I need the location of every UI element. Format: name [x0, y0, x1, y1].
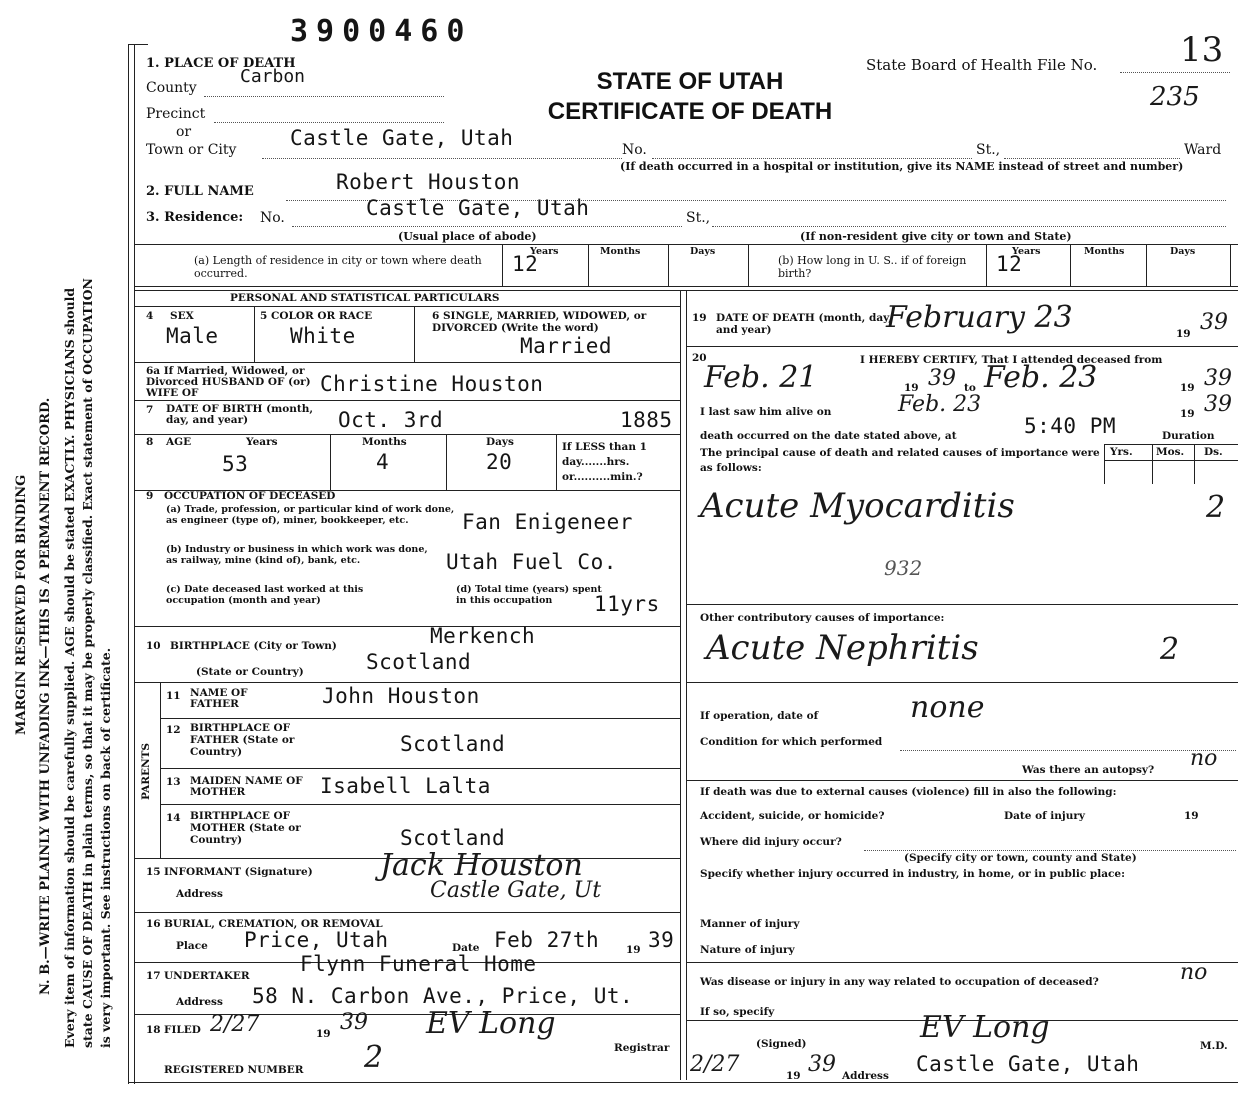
length-residence-label: (a) Length of residence in city or town where death occurred. — [194, 254, 482, 280]
marital-value: Married — [520, 334, 613, 358]
instructions-line-3: is very important. See instructions on back of certificate. — [98, 647, 113, 1048]
burial-date: Feb 27th — [494, 928, 600, 952]
contributory-label: Other contributory causes of importance: — [700, 612, 945, 624]
undertaker-num: 17 — [146, 970, 161, 982]
occupation-b-label: (b) Industry or business in which work was done, as railway, mine (kind of), bank, etc. — [166, 544, 428, 566]
instructions-line-1: Every item of information should be carefully supplied. AGE should be stated EXACTLY. PHYSICIANS should — [62, 287, 77, 1048]
injury-date-label: Date of injury — [1004, 810, 1085, 822]
age-years-value: 53 — [222, 452, 249, 476]
contributory-days: 2 — [1160, 632, 1180, 667]
undertaker-name: Flynn Funeral Home — [300, 952, 537, 976]
cause-yrs-header: Yrs. — [1110, 446, 1133, 458]
age-days-label: Days — [486, 436, 514, 448]
filed-year: 39 — [340, 1010, 368, 1035]
burial-num: 16 — [146, 918, 161, 930]
dod-year-prefix: 19 — [1176, 328, 1191, 340]
filed-year-prefix: 19 — [316, 1028, 331, 1040]
burial-place-label: Place — [176, 940, 208, 952]
dob-year: 1885 — [620, 408, 673, 432]
father-num: 11 — [166, 690, 181, 702]
accident-label: Accident, suicide, or homicide? — [700, 810, 885, 822]
attended-from-year: 39 — [928, 366, 956, 391]
ward-label: Ward — [1184, 142, 1222, 158]
sex-value: Male — [166, 324, 219, 348]
race-label: 5 COLOR OR RACE — [260, 310, 373, 322]
age-days-value: 20 — [486, 450, 513, 474]
occupation-d-value: 11yrs — [594, 592, 660, 616]
from-year-prefix: 19 — [904, 382, 919, 394]
precinct-label: Precinct — [146, 106, 206, 122]
undertaker-label: UNDERTAKER — [164, 970, 250, 982]
age-years-label: Years — [246, 436, 278, 448]
operation-value: none — [910, 690, 985, 725]
length-months-header: Months — [600, 246, 641, 257]
signed-year: 39 — [808, 1052, 836, 1077]
town-value: Castle Gate, Utah — [290, 126, 514, 150]
spouse-label: 6a If Married, Widowed, or Divorced HUSBAND OF (or) WIFE OF — [146, 365, 311, 399]
parents-side-label: PARENTS — [140, 742, 152, 800]
mother-num: 13 — [166, 776, 181, 788]
undertaker-address-label: Address — [176, 996, 223, 1008]
file-no-label: State Board of Health File No. — [866, 56, 1098, 74]
registered-number-label: REGISTERED NUMBER — [164, 1064, 304, 1076]
cause-label: The principal cause of death and related causes of importance were as follows: — [700, 447, 1100, 474]
time-of-death: 5:40 PM — [1024, 414, 1117, 438]
informant-address: Castle Gate, Ut — [430, 878, 602, 903]
occupation-c-label: (c) Date deceased last worked at this occupation (month and year) — [166, 584, 364, 606]
mother-birthplace-label: BIRTHPLACE OF MOTHER (State or Country) — [190, 810, 301, 846]
county-label: County — [146, 80, 197, 96]
permanent-record-note: N. B.—WRITE PLAINLY WITH UNFADING INK—THIS IS A PERMANENT RECORD. — [38, 397, 53, 995]
registrar-signature: EV Long — [426, 1006, 556, 1041]
binding-note: MARGIN RESERVED FOR BINDING — [14, 474, 29, 735]
age-label: AGE — [166, 436, 192, 448]
nonresident-note: (If non-resident give city or town and State) — [800, 230, 1072, 243]
residence-value: Castle Gate, Utah — [366, 196, 590, 220]
dod-year: 39 — [1200, 310, 1228, 335]
dod-label: DATE OF DEATH (month, day, and year) — [716, 312, 892, 336]
to-label: to — [964, 382, 976, 394]
burial-label: BURIAL, CREMATION, OR REMOVAL — [164, 918, 383, 930]
mother-birthplace-num: 14 — [166, 812, 181, 824]
registrar-label: Registrar — [614, 1042, 670, 1054]
manner-label: Manner of injury — [700, 918, 800, 930]
foreign-years-header: Years — [1012, 246, 1041, 257]
occupation-a-label: (a) Trade, profession, or particular kind of work done, as engineer (type of), miner, bookkeeper, etc. — [166, 504, 455, 526]
mother-birthplace: Scotland — [400, 826, 506, 850]
occupation-num: 9 — [146, 490, 154, 502]
length-years-value: 12 — [512, 252, 539, 276]
autopsy-value: no — [1190, 746, 1218, 771]
mother-name: Isabell Lalta — [320, 774, 491, 798]
autopsy-label: Was there an autopsy? — [1022, 764, 1155, 776]
burial-date-label: Date — [452, 942, 480, 954]
county-value: Carbon — [240, 66, 306, 87]
occupation-d-label: (d) Total time (years) spent in this occupation — [456, 584, 602, 606]
signed-label: (Signed) — [756, 1038, 807, 1050]
instructions-line-2: state CAUSE OF DEATH in plain terms, so that it may be properly classified. Exact statement of OCCUPATION — [80, 278, 95, 1048]
town-label: Town or City — [146, 142, 237, 158]
informant-num: 15 — [146, 866, 161, 878]
foreign-birth-label: (b) How long in U. S.. if of foreign birth? — [778, 254, 967, 280]
personal-section-title: PERSONAL AND STATISTICAL PARTICULARS — [230, 292, 500, 304]
dob-num: 7 — [146, 404, 154, 416]
birthplace-num: 10 — [146, 640, 161, 652]
sex-label: SEX — [170, 310, 194, 322]
birthplace-country: Scotland — [366, 650, 472, 674]
injury-year-prefix: 19 — [1184, 810, 1199, 822]
dod-value: February 23 — [886, 300, 1073, 335]
state-title: STATE OF UTAH — [596, 68, 784, 95]
birthplace-label: BIRTHPLACE (City or Town) — [170, 640, 337, 652]
physician-signature: EV Long — [920, 1010, 1050, 1045]
operation-label: If operation, date of — [700, 710, 819, 722]
time-of-death-label: death occurred on the date stated above, at — [700, 430, 957, 442]
last-year-prefix: 19 — [1180, 408, 1195, 420]
cause-code: 932 — [884, 556, 923, 580]
street-label: St., — [976, 142, 1001, 158]
nature-label: Nature of injury — [700, 944, 795, 956]
or-label: or — [176, 124, 192, 140]
full-name-value: Robert Houston — [336, 170, 521, 194]
burial-year: 39 — [648, 928, 675, 952]
duration-label: Duration — [1162, 430, 1215, 442]
age-num: 8 — [146, 436, 154, 448]
signed-date: 2/27 — [690, 1052, 740, 1077]
filed-date: 2/27 — [210, 1012, 260, 1037]
attended-from-date: Feb. 21 — [704, 360, 818, 395]
dod-num: 19 — [692, 312, 707, 324]
less-than-day-label: If LESS than 1 day.......hrs. or..........min.? — [562, 441, 647, 483]
father-name: John Houston — [322, 684, 480, 708]
specify-injury-label: Specify whether injury occurred in industry, in home, or in public place: — [700, 868, 1125, 880]
where-injury-label: Where did injury occur? — [700, 836, 842, 848]
informant-signature: Jack Houston — [380, 848, 583, 883]
cause-ds-header: Ds. — [1204, 446, 1223, 458]
abode-note: (Usual place of abode) — [398, 230, 537, 243]
birthplace-city: Merkench — [430, 624, 536, 648]
certify-num: 20 — [692, 352, 707, 364]
sex-num: 4 — [146, 310, 154, 322]
physician-address: Castle Gate, Utah — [916, 1052, 1140, 1076]
occupational-value: no — [1180, 960, 1208, 985]
attended-to-year: 39 — [1204, 366, 1232, 391]
file-no: 13 — [1180, 30, 1224, 70]
last-saw-year: 39 — [1204, 392, 1232, 417]
certificate-number: 3900460 — [290, 14, 473, 49]
occupation-b-value: Utah Fuel Co. — [446, 550, 617, 574]
if-so-label: If so, specify — [700, 1006, 775, 1018]
residence-no-label: No. — [260, 210, 285, 226]
foreign-days-header: Days — [1170, 246, 1196, 257]
principal-cause-days: 2 — [1206, 490, 1226, 525]
where-injury-note: (Specify city or town, county and State) — [904, 852, 1137, 864]
occupation-label: OCCUPATION OF DECEASED — [164, 490, 336, 502]
marital-label: 6 SINGLE, MARRIED, WIDOWED, or DIVORCED (Write the word) — [432, 310, 647, 334]
md-label: M.D. — [1200, 1040, 1228, 1052]
dob-label: DATE OF BIRTH (month, day, and year) — [166, 403, 313, 426]
informant-label: INFORMANT (Signature) — [164, 866, 313, 878]
principal-cause: Acute Myocarditis — [700, 486, 1015, 526]
to-year-prefix: 19 — [1180, 382, 1195, 394]
physician-address-label: Address — [842, 1070, 889, 1082]
undertaker-address: 58 N. Carbon Ave., Price, Ut. — [252, 984, 634, 1008]
dob-value: Oct. 3rd — [338, 408, 444, 432]
age-months-value: 4 — [376, 450, 390, 474]
foreign-years-value: 12 — [996, 252, 1023, 276]
spouse-value: Christine Houston — [320, 372, 544, 396]
residence-st-label: St., — [686, 210, 711, 226]
race-value: White — [290, 324, 356, 348]
burial-year-prefix: 19 — [626, 944, 641, 956]
filed-label: FILED — [164, 1024, 201, 1036]
no-label: No. — [622, 142, 647, 158]
father-label: NAME OF FATHER — [190, 687, 248, 710]
father-birthplace-num: 12 — [166, 724, 181, 736]
length-years-header: Years — [530, 246, 559, 257]
burial-place: Price, Utah — [244, 928, 389, 952]
father-birthplace-label: BIRTHPLACE OF FATHER (State or Country) — [190, 722, 295, 758]
father-birthplace: Scotland — [400, 732, 506, 756]
residence-label: 3. Residence: — [146, 210, 244, 225]
age-months-label: Months — [362, 436, 407, 448]
registered-number: 2 — [364, 1040, 384, 1075]
signed-year-prefix: 19 — [786, 1070, 801, 1082]
certify-label: I HEREBY CERTIFY, That I attended deceased from — [860, 354, 1163, 366]
birthplace-state-label: (State or Country) — [196, 666, 304, 678]
occupation-a-value: Fan Enigeneer — [462, 510, 633, 534]
foreign-months-header: Months — [1084, 246, 1125, 257]
condition-label: Condition for which performed — [700, 736, 883, 748]
cause-mos-header: Mos. — [1156, 446, 1185, 458]
last-saw-label: I last saw him alive on — [700, 406, 832, 418]
last-saw-date: Feb. 23 — [898, 392, 982, 417]
attended-to-date: Feb. 23 — [984, 360, 1098, 395]
mother-label: MAIDEN NAME OF MOTHER — [190, 775, 303, 798]
filed-num: 18 — [146, 1024, 161, 1036]
contributory-cause: Acute Nephritis — [706, 628, 979, 668]
hospital-note: (If death occurred in a hospital or institution, give its NAME instead of street and number) — [620, 160, 1184, 173]
length-days-header: Days — [690, 246, 716, 257]
external-causes-label: If death was due to external causes (violence) fill in also the following: — [700, 786, 1117, 798]
file-extra-no: 235 — [1150, 82, 1200, 112]
occupational-label: Was disease or injury in any way related to occupation of deceased? — [700, 976, 1099, 988]
informant-address-label: Address — [176, 888, 223, 900]
full-name-label: 2. FULL NAME — [146, 184, 254, 199]
certificate-title: CERTIFICATE OF DEATH — [547, 98, 833, 125]
place-of-death-label: 1. PLACE OF DEATH — [146, 56, 296, 71]
